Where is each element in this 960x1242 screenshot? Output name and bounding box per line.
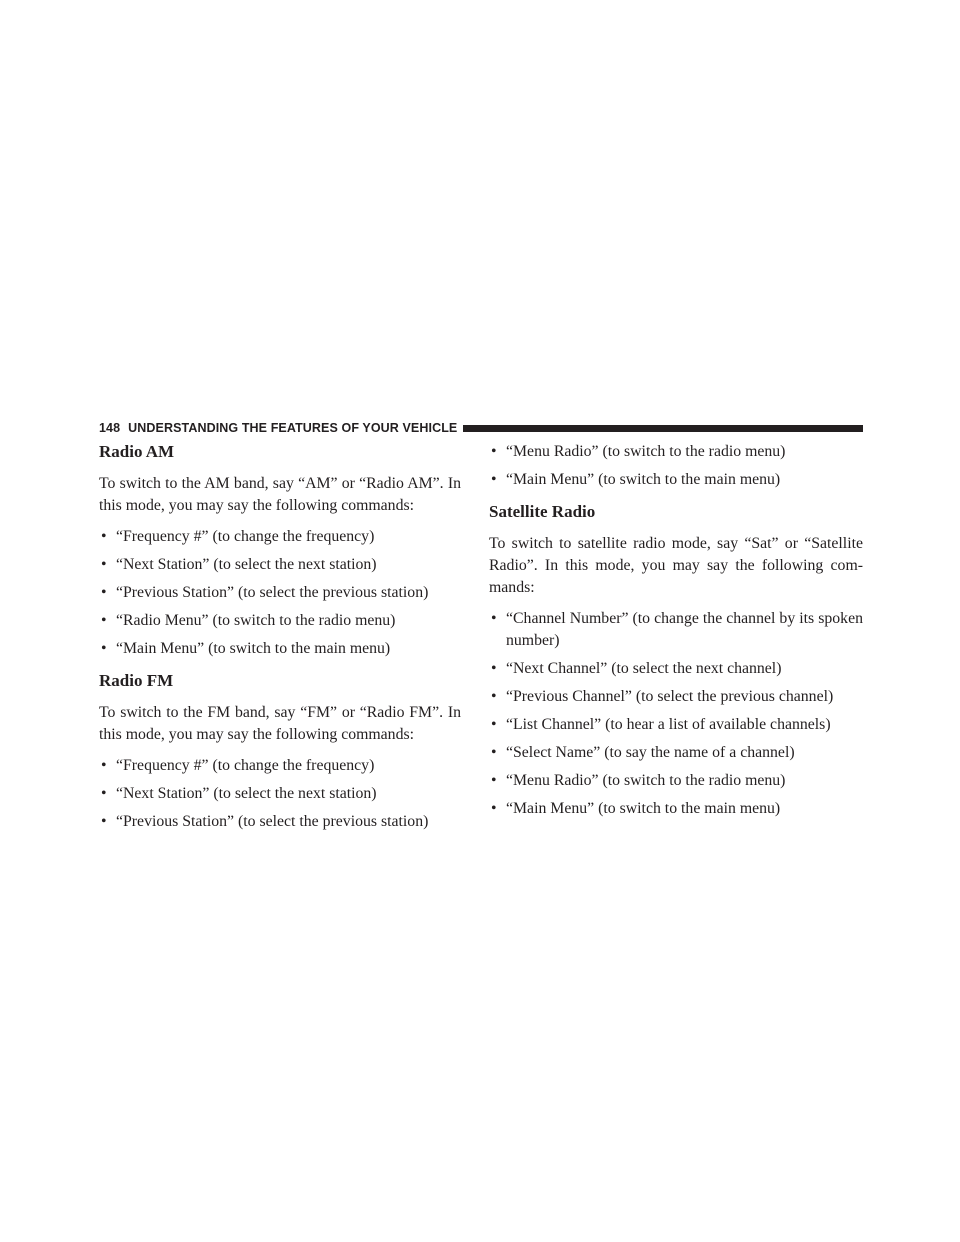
list-item: • “Frequency #” (to change the frequency) xyxy=(99,755,461,777)
list-item: • “Next Station” (to select the next station) xyxy=(99,554,461,576)
left-column xyxy=(99,441,461,839)
bullet-icon: • xyxy=(101,584,107,601)
command-list-radio-am xyxy=(99,526,461,660)
list-item: • “Main Menu” (to switch to the main menu) xyxy=(489,469,863,491)
bullet-icon: • xyxy=(491,443,497,460)
bullet-icon: • xyxy=(101,757,107,774)
bullet-icon: • xyxy=(491,471,497,488)
list-item: • “Previous Station” (to select the previous station) xyxy=(99,811,461,833)
list-item: • “Menu Radio” (to switch to the radio menu) xyxy=(489,441,863,463)
bullet-icon: • xyxy=(491,610,497,627)
command-list-radio-fm xyxy=(99,755,461,833)
list-item: • “Radio Menu” (to switch to the radio menu) xyxy=(99,610,461,632)
bullet-icon: • xyxy=(101,556,107,573)
bullet-icon: • xyxy=(491,800,497,817)
list-item: • “Main Menu” (to switch to the main menu) xyxy=(489,798,863,820)
bullet-icon: • xyxy=(491,688,497,705)
bullet-icon: • xyxy=(491,716,497,733)
list-item: • “Previous Channel” (to select the previous channel) xyxy=(489,686,863,708)
heading-radio-am: Radio AM xyxy=(99,442,175,461)
list-item: • “List Channel” (to hear a list of available channels) xyxy=(489,714,863,736)
list-item: • “Frequency #” (to change the frequency) xyxy=(99,526,461,548)
header-rule xyxy=(463,425,863,432)
list-item: • “Next Channel” (to select the next channel) xyxy=(489,658,863,680)
heading-radio-fm: Radio FM xyxy=(99,671,174,690)
command-list-satellite-radio xyxy=(489,608,863,820)
list-item: • “Main Menu” (to switch to the main menu) xyxy=(99,638,461,660)
intro-radio-am: To switch to the AM band, say “AM” or “Radio AM”. In this mode, you may say the following commands: xyxy=(99,475,461,514)
list-item: • “Menu Radio” (to switch to the radio menu) xyxy=(489,770,863,792)
bullet-icon: • xyxy=(101,612,107,629)
page-header xyxy=(99,418,863,438)
list-item: • “Select Name” (to say the name of a channel) xyxy=(489,742,863,764)
bullet-icon: • xyxy=(491,744,497,761)
intro-satellite-radio: To switch to satellite radio mode, say “Sat” or “Satellite Radio”. In this mode, you may say the following com-mands: xyxy=(489,535,863,596)
bullet-icon: • xyxy=(101,640,107,657)
list-item: • “Previous Station” (to select the previous station) xyxy=(99,582,461,604)
page-number: 148 xyxy=(99,421,121,435)
heading-satellite-radio: Satellite Radio xyxy=(489,502,596,521)
right-column xyxy=(489,441,863,826)
list-item: • “Next Station” (to select the next station) xyxy=(99,783,461,805)
bullet-icon: • xyxy=(491,772,497,789)
list-item: • “Channel Number” (to change the channel by its spoken number) xyxy=(491,610,863,649)
bullet-icon: • xyxy=(101,528,107,545)
bullet-icon: • xyxy=(491,660,497,677)
bullet-icon: • xyxy=(101,813,107,830)
intro-radio-fm: To switch to the FM band, say “FM” or “Radio FM”. In this mode, you may say the following commands: xyxy=(99,704,461,743)
bullet-icon: • xyxy=(101,785,107,802)
command-list-radio-fm-continued xyxy=(489,441,863,491)
section-title: UNDERSTANDING THE FEATURES OF YOUR VEHICLE xyxy=(128,421,458,435)
